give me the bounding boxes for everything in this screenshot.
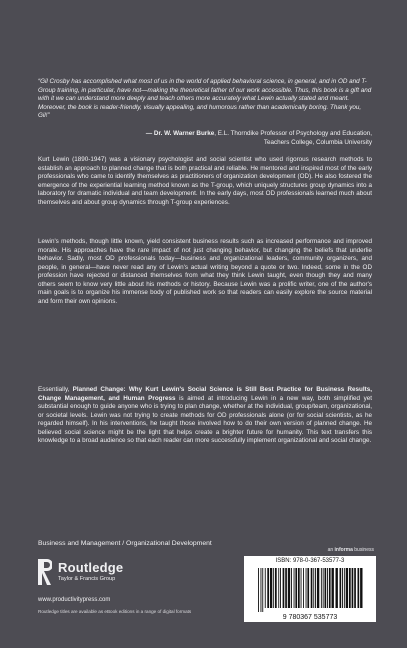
- endorsement-attribution: [38, 130, 372, 147]
- p3-lead: Essentially,: [38, 386, 73, 393]
- barcode-bar: [306, 568, 307, 608]
- barcode-bar: [278, 568, 279, 608]
- barcode-bar: [323, 568, 324, 608]
- barcode-bar: [325, 568, 327, 608]
- endorsement-quote: “Gil Crosby has accomplished what most of us in the world of applied behavioral science, in general, and in OD and T-Group training, in particular, have not—making the theoretical father of our work accessible. Thus, this book is a gift and with it we can understand more deeply and teach others more accurately what Lewin actually stated and meant. Moreover, the book is reader-friendly, visually appealing, and humorous rather than academically boring. Thank you, Gil!”: [38, 78, 372, 119]
- barcode-bar: [358, 568, 360, 608]
- barcode-bar: [294, 568, 295, 608]
- barcode-bar: [265, 568, 266, 608]
- publisher-group: Taylor & Francis Group: [58, 576, 116, 582]
- barcode-bar: [301, 568, 302, 608]
- barcode-bar: [280, 568, 281, 608]
- publisher-website[interactable]: www.productivitypress.com: [38, 597, 111, 603]
- barcode-bar: [342, 568, 343, 608]
- barcode-bar: [327, 568, 328, 608]
- p3-rest: is aimed at introducing Lewin in a new way, both simplified yet substantial enough to guide anyone who is trying to plan change, whether at the individual, group/team, organizational, or societal levels. Lewin was not trying to create methods for OD professionals alone (or for social scientists, as he regarded himself). In his interventions, he taught those involved how to do their own version of planned change. He believed social science might be the light that helps create a brighter future for humanity. This text transfers this knowledge to a broad audience so that each reader can more successfully implement organizational and social change.: [38, 394, 372, 444]
- barcode-bar: [258, 568, 259, 612]
- barcode-bar: [303, 568, 304, 608]
- informa-brand: informa: [334, 547, 353, 553]
- barcode-bar: [285, 568, 287, 608]
- barcode-bar: [311, 568, 313, 608]
- barcode-bar: [344, 568, 345, 608]
- barcode-bar: [288, 568, 290, 608]
- barcode-bar: [340, 568, 342, 608]
- endorser-name: — Dr. W. Warner Burke: [145, 130, 215, 137]
- barcode-digits: 9 780367 535773: [282, 614, 338, 621]
- barcode-bar: [315, 568, 316, 608]
- barcode-bar: [298, 568, 300, 608]
- barcode-bar: [267, 568, 269, 608]
- barcode-bar: [332, 568, 334, 608]
- barcode-bar: [329, 568, 331, 608]
- endorser-institution: Teachers College, Columbia University: [263, 138, 372, 146]
- barcode-bar: [313, 568, 314, 608]
- barcode-bar: [349, 568, 351, 608]
- barcode-bar: [275, 568, 277, 608]
- barcode-bar: [321, 568, 322, 608]
- barcode-bar: [270, 568, 272, 608]
- barcode-bar: [352, 568, 354, 608]
- publisher-logo: [38, 559, 178, 589]
- barcode-bar: [336, 568, 338, 608]
- barcode-panel: [244, 556, 376, 622]
- barcode-bar: [307, 568, 309, 608]
- publisher-name: Routledge: [58, 560, 124, 575]
- barcode-bar: [295, 568, 297, 608]
- routledge-logo-icon: [38, 559, 52, 585]
- barcode-bar: [354, 568, 356, 608]
- ebook-note: Routledge titles are available as eBook editions in a range of digital formats: [38, 609, 192, 614]
- book-title-inline: Planned Change: Why Kurt Lewin's Social Science is Still Best Practice for Business Results, Change Management, and Human Progress: [38, 386, 372, 402]
- informa-pre: an: [327, 547, 335, 553]
- barcode-bar: [262, 568, 263, 612]
- isbn-barcode: [244, 566, 376, 622]
- barcode-bar: [360, 568, 362, 608]
- description-paragraph-3: [38, 386, 372, 446]
- barcode-bar: [317, 568, 319, 608]
- informa-post: business: [352, 547, 374, 553]
- isbn-label: ISBN: 978-0-367-53577-3: [275, 558, 345, 564]
- informa-tagline: [312, 547, 374, 553]
- description-paragraph-1: Kurt Lewin (1890-1947) was a visionary psychologist and social scientist who used rigorous research methods to establish an approach to planned change that is both practical and reliable. He mentored and inspired most of the early professionals who came to identify themselves as practitioners of organization development (OD). He also fostered the emergence of the experiential learning method known as the T-group, which uniquely structures group dynamics into a laboratory for dramatic individual and team development. In the early days, most OD professionals learned much about themselves and about group dynamics through T-group experiences.: [38, 156, 372, 206]
- barcode-bar: [346, 568, 348, 608]
- barcode-bar: [283, 568, 285, 608]
- barcode-bar: [261, 568, 262, 612]
- barcode-bar: [291, 568, 292, 608]
- endorser-affiliation: , E.L. Thorndike Professor of Psychology and Education,: [214, 130, 372, 137]
- description-paragraph-2: Lewin's methods, though little known, yield consistent business results such as increased performance and improved morale. His approaches have the rare impact of not just changing behavior, but changing the beliefs that underlie behavior. Sadly, most OD professionals today—business and organizational leaders, community organizers, and people, in general—have never read any of Lewin's actual writing beyond a quote or two. Indeed, some in the OD profession have rejected or distanced themselves from what they think Lewin taught, even though they and many others seem to know very little about his methods or history. Because Lewin was a prolific writer, one of the author's main goals is to organize his immense body of published work so that readers can easily explore the source material and form their own opinions.: [38, 238, 372, 305]
- barcode-bar: [273, 568, 274, 608]
- subject-category: Business and Management / Organizational Development: [38, 540, 212, 547]
